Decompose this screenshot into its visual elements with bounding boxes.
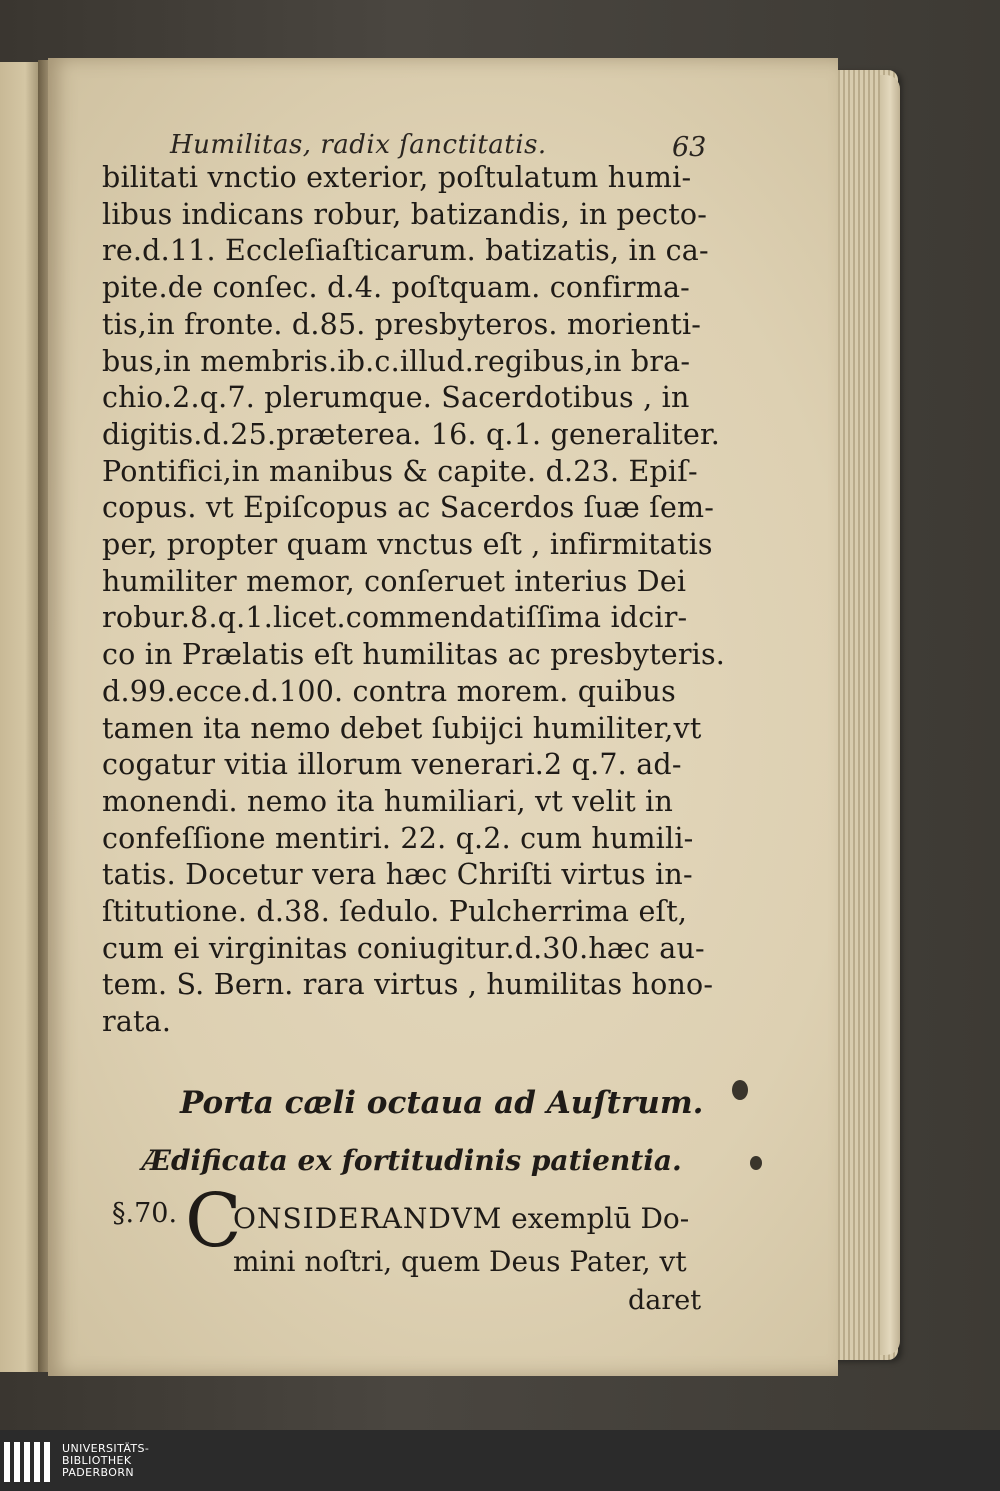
text-line: bilitati vnctio exterior, poſtulatum humi-	[102, 161, 692, 194]
text-line: cogatur vitia illorum venerari.2 q.7. ad-	[102, 748, 682, 782]
small-caps-word: ONSIDERANDVM	[233, 1202, 503, 1235]
text-line: tem. S. Bern. rara virtus , humilitas hono-	[102, 968, 714, 1002]
text-line: ſtitutione. d.38. ſedulo. Pulcherrima eſt,	[102, 895, 688, 929]
body-text	[102, 160, 727, 1041]
previous-page-edge	[0, 62, 42, 1372]
library-name-line: PADERBORN	[62, 1466, 135, 1479]
text-line: digitis.d.25.præterea. 16. q.1. generaliter.	[102, 417, 720, 451]
library-name-line: UNIVERSITÄTS-	[62, 1442, 150, 1455]
library-name	[62, 1443, 149, 1479]
text-line: Pontifici,in manibus & capite. d.23. Epiſ-	[102, 454, 698, 488]
text-line: copus. vt Epiſcopus ac Sacerdos ſuæ ſem-	[102, 491, 715, 525]
running-head: Humilitas, radix ſanctitatis.	[170, 130, 547, 160]
library-name-line: BIBLIOTHEK	[62, 1454, 132, 1467]
text-line: pite.de conſec. d.4. poſtquam. confirma-	[102, 271, 690, 305]
paragraph-number: §.70.	[112, 1198, 178, 1229]
text-line: tis,in fronte. d.85. presbyteros. morienti-	[102, 307, 702, 341]
text-line: bus,in membris.ib.c.illud.regibus,in bra-	[102, 344, 691, 378]
closing-line-1-rest: exemplū Do-	[502, 1202, 690, 1235]
text-line: d.99.ecce.d.100. contra morem. quibus	[102, 674, 676, 708]
text-line: chio.2.q.7. plerumque. Sacerdotibus , in	[102, 381, 690, 415]
section-subtitle: Ædificata ex fortitudinis patientia.	[142, 1144, 682, 1177]
catchword: daret	[628, 1285, 702, 1316]
text-line: robur.8.q.1.licet.commendatiſſima idcir-	[102, 601, 688, 635]
closing-line-2: mini noſtri, quem Deus Pater, vt	[233, 1245, 687, 1278]
text-line: libus indicans robur, batizandis, in pecto-	[102, 197, 708, 231]
text-line: re.d.11. Eccleſiaſticarum. batizatis, in ca-	[102, 234, 709, 268]
text-line: confeſſione mentiri. 22. q.2. cum humili-	[102, 821, 694, 855]
text-line: co in Prælatis eſt humilitas ac presbyteris.	[102, 638, 726, 672]
page-number: 63	[672, 132, 707, 163]
text-line: rata.	[102, 1005, 172, 1039]
closing-line-1	[233, 1202, 689, 1235]
text-line: tatis. Docetur vera hæc Chriſti virtus in-	[102, 858, 693, 892]
text-line: cum ei virginitas coniugitur.d.30.hæc au-	[102, 931, 705, 965]
text-line: monendi. nemo ita humiliari, vt velit in	[102, 784, 674, 818]
drop-capital: C	[185, 1178, 242, 1264]
paper-hole	[732, 1080, 748, 1100]
text-line: humiliter memor, conſeruet interius Dei	[102, 564, 687, 598]
cover-edge	[880, 75, 900, 1355]
paper-hole	[750, 1156, 762, 1170]
text-line: tamen ita nemo debet ſubijci humiliter,vt	[102, 711, 702, 745]
section-title: Porta cæli octaua ad Auſtrum.	[180, 1085, 704, 1121]
text-line: per, propter quam vnctus eſt , infirmitatis	[102, 528, 713, 562]
library-footer	[0, 1430, 1000, 1491]
